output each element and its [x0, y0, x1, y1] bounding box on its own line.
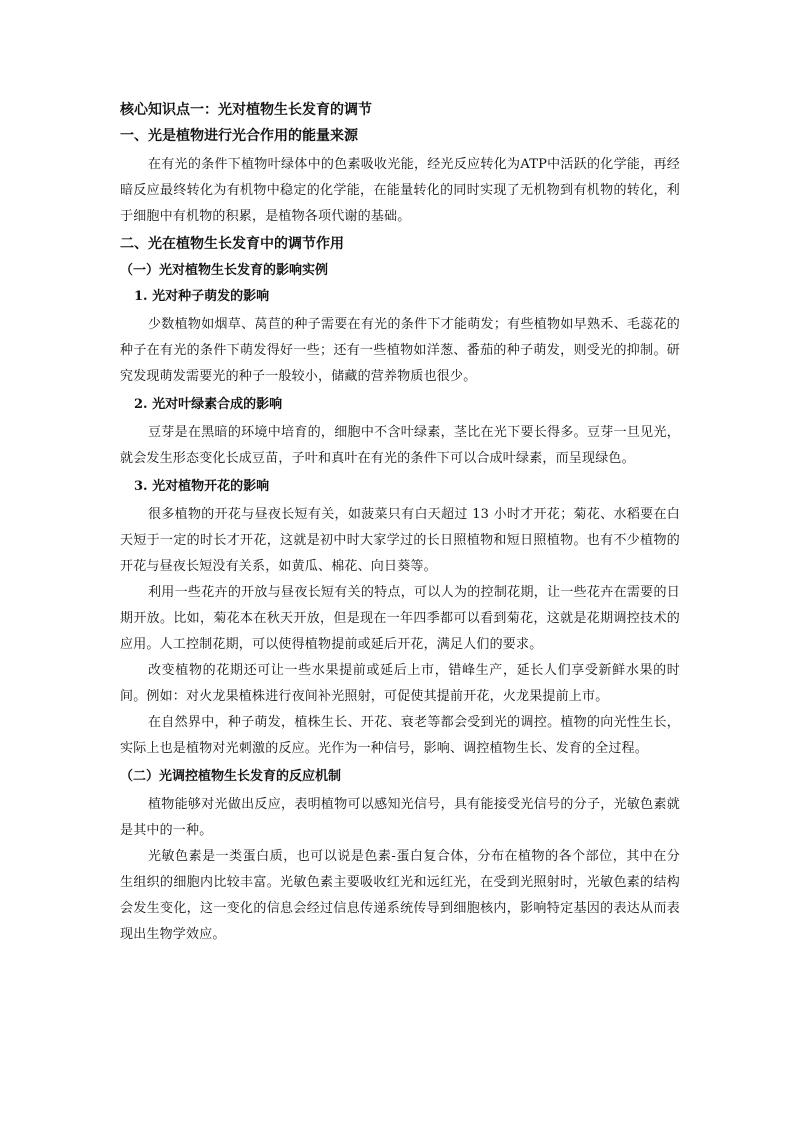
document-page — [120, 100, 680, 948]
section-1-heading: 一、光是植物进行光合作用的能量来源 — [120, 128, 358, 144]
item-2-paragraph: 豆芽是在黑暗的环境中培育的，细胞中不含叶绿素，茎比在光下要长得多。豆芽一旦见光，就会发生形态变化长成豆苗，子叶和真叶在有光的条件下可以合成叶绿素，而呈现绿色。 — [120, 425, 680, 466]
item-1-paragraph: 少数植物如烟草、莴苣的种子需要在有光的条件下才能萌发；有些植物如早熟禾、毛蕊花的种子在有光的条件下萌发得好一些；还有一些植物如洋葱、番茄的种子萌发，则受光的抑制。研究发现萌发需要光的种子一般较小，储藏的营养物质也很少。 — [120, 317, 680, 384]
item-3-paragraph-3: 改变植物的花期还可让一些水果提前或延后上市，错峰生产，延长人们享受新鲜水果的时间。例如：对火龙果植株进行夜间补光照射，可促使其提前开花，火龙果提前上市。 — [120, 663, 680, 704]
item-3-paragraph-1: 很多植物的开花与昼夜长短有关，如菠菜只有白天超过 13 小时才开花；菊花、水稻要在白天短于一定的时长才开花，这就是初中时大家学过的长日照植物和短日照植物。也有不少植物的开花与昼夜长短没有关系，如黄瓜、棉花、向日葵等。 — [120, 507, 680, 574]
section-2-heading: 二、光在植物生长发育中的调节作用 — [120, 236, 344, 252]
item-3-paragraph-2: 利用一些花卉的开放与昼夜长短有关的特点，可以人为的控制花期，让一些花卉在需要的日期开放。比如，菊花本在秋天开放，但是现在一年四季都可以看到菊花，这就是花期调控技术的应用。人工控制花期，可以使得植物提前或延后开花，满足人们的要求。 — [120, 585, 680, 652]
subsection-2-heading: （二）光调控植物生长发育的反应机制 — [120, 769, 342, 784]
item-3-paragraph-4: 在自然界中，种子萌发，植株生长、开花、衰老等都会受到光的调控。植物的向光性生长，实际上也是植物对光刺激的反应。光作为一种信号，影响、调控植物生长、发育的全过程。 — [120, 715, 680, 756]
item-1-heading: 1. 光对种子萌发的影响 — [134, 289, 270, 304]
item-2-heading: 2. 光对叶绿素合成的影响 — [134, 397, 283, 412]
subsection-2-paragraph-1: 植物能够对光做出反应，表明植物可以感知光信号，具有能接受光信号的分子，光敏色素就是其中的一种。 — [120, 797, 680, 838]
document-title: 核心知识点一：光对植物生长发育的调节 — [120, 102, 372, 118]
subsection-2-paragraph-2: 光敏色素是一类蛋白质，也可以说是色素-蛋白复合体，分布在植物的各个部位，其中在分生组织的细胞内比较丰富。光敏色素主要吸收红光和远红光，在受到光照射时，光敏色素的结构会发生变化，这一变化的信息会经过信息传递系统传导到细胞核内，影响特定基因的表达从而表现出生物学效应。 — [120, 849, 680, 942]
subsection-1-heading: （一）光对植物生长发育的影响实例 — [120, 263, 329, 278]
item-3-heading: 3. 光对植物开花的影响 — [134, 479, 270, 494]
section-1-paragraph: 在有光的条件下植物叶绿体中的色素吸收光能，经光反应转化为ATP中活跃的化学能，再经暗反应最终转化为有机物中稳定的化学能，在能量转化的同时实现了无机物到有机物的转化，利于细胞中有机物的积累，是植物各项代谢的基础。 — [120, 157, 680, 224]
